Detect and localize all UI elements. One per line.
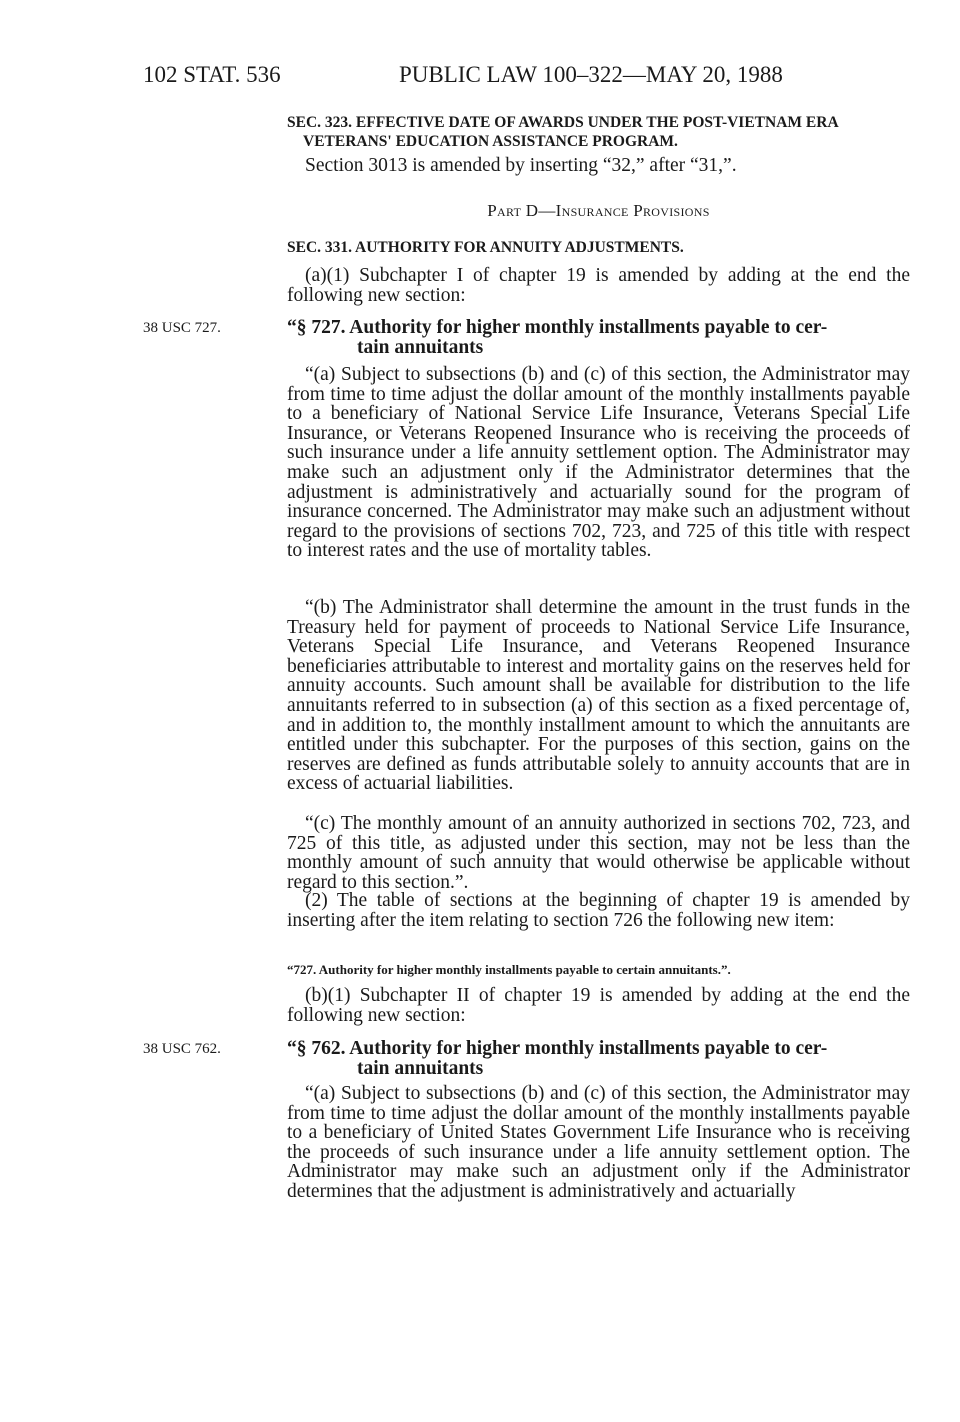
- sec-331-b1: (b)(1) Subchapter II of chapter 19 is amended by adding at the end the following new section:: [287, 985, 910, 1026]
- section-762-title-line1: “§ 762. Authority for higher monthly installments payable to cer-: [287, 1038, 828, 1059]
- sec-331-heading: SEC. 331. AUTHORITY FOR ANNUITY ADJUSTMENTS.: [287, 239, 684, 256]
- sec-331-a1: (a)(1) Subchapter I of chapter 19 is amended by adding at the end the following new section:: [287, 265, 910, 306]
- section-727-subsection-a: “(a) Subject to subsections (b) and (c) of this section, the Administrator may from time to time adjust the dollar amount of the monthly installments payable to a beneficiary of National Service Life Insurance, Veterans Special Life Insurance, or Veterans Reopened Insurance who is receiving the proceeds of such insurance under a life annuity settlement option. The Administrator may make such an adjustment only if the Administrator determines that the adjustment is administratively and actuarially sound for the program of insurance concerned. The Administrator may make such an adjustment without regard to the provisions of sections 702, 723, and 725 of this title with respect to interest rates and the use of mortality tables.: [287, 364, 910, 562]
- sec-323-heading-line1: SEC. 323. EFFECTIVE DATE OF AWARDS UNDER THE POST-VIETNAM ERA: [287, 114, 839, 131]
- margin-note-38-usc-762: 38 USC 762.: [143, 1041, 221, 1057]
- table-of-sections-item: “727. Authority for higher monthly installments payable to certain annuitants.”.: [287, 962, 731, 977]
- section-762-title-line2: tain annuitants: [357, 1057, 484, 1079]
- section-762-title: [287, 1039, 910, 1078]
- running-title: PUBLIC LAW 100–322—MAY 20, 1988: [399, 62, 783, 87]
- margin-note-38-usc-727: 38 USC 727.: [143, 320, 221, 336]
- section-727-subsection-b: “(b) The Administrator shall determine the amount in the trust funds in the Treasury held for payment of proceeds to National Service Life Insurance, Veterans Special Life Insurance, and Veterans Reopened Insurance beneficiaries attributable to interest and mortality gains on the reserves held for annuity accounts. Such amount shall be available for distribution to the life annuitants referred to in subsection (a) of this section as a fixed percentage of, and in addition to, the monthly installment amount to which the annuitants are entitled under this subchapter. For the purposes of this section, gains on the reserves are defined as funds attributable solely to annuity accounts that are in excess of actuarial liabilities.: [287, 597, 910, 795]
- sec-323-heading-line2: VETERANS' EDUCATION ASSISTANCE PROGRAM.: [303, 133, 678, 150]
- section-727-title-line2: tain annuitants: [357, 336, 484, 358]
- section-727-title-line1: “§ 727. Authority for higher monthly installments payable to cer-: [287, 317, 828, 338]
- section-727-subsection-c: “(c) The monthly amount of an annuity authorized in sections 702, 723, and 725 of this title, as adjusted under this section, may not be less than the monthly amount of such annuity that would otherwise be applicable without regard to this section.”.: [287, 813, 910, 893]
- section-762-subsection-a: “(a) Subject to subsections (b) and (c) of this section, the Administrator may from time to time adjust the dollar amount of the monthly installments payable to a beneficiary of United States Government Life Insurance who is receiving the proceeds of such insurance under a life annuity settlement option. The Administrator may make such an adjustment only if the Administrator determines that the adjustment is administratively and actuarially: [287, 1083, 910, 1202]
- sec-331-a2: (2) The table of sections at the beginning of chapter 19 is amended by inserting after the item relating to section 726 the following new item:: [287, 890, 910, 931]
- page-number: 102 STAT. 536: [143, 62, 281, 87]
- sec-323-heading: [287, 113, 910, 151]
- section-727-title: [287, 318, 910, 357]
- part-d-title: Part D—Insurance Provisions: [487, 201, 710, 220]
- sec-323-text: Section 3013 is amended by inserting “32,” after “31,”.: [305, 155, 737, 176]
